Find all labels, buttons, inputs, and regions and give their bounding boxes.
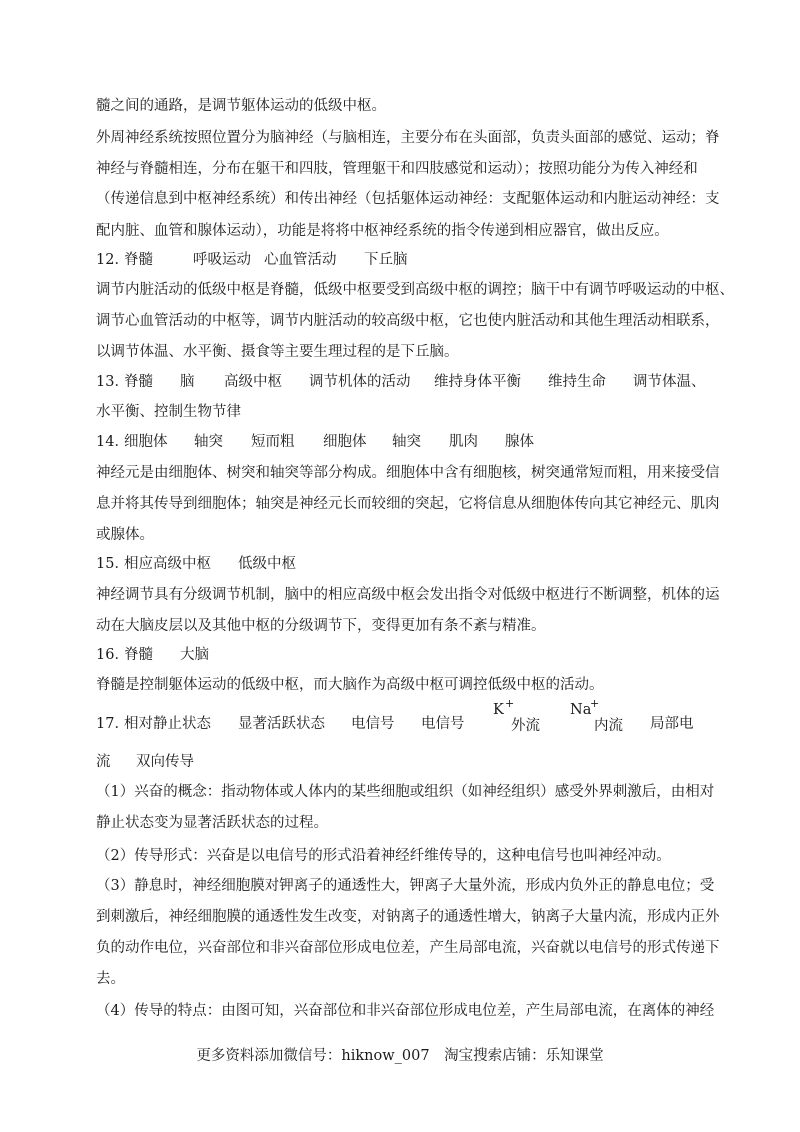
text-line: 脊髓是控制躯体运动的低级中枢，而大脑作为高级中枢可调控低级中枢的活动。 [96,677,604,693]
page-footer: 更多资料添加微信号：hiknow_007 淘宝搜索店铺：乐知课堂 [196,1048,604,1064]
answer: 脊髓 [124,647,153,663]
question-17-number: 17． [96,716,129,732]
text-line: （传递信息到中枢神经系统）和传出神经（包括躯体运动神经：支配躯体运动和内脏运动神经：支 [96,191,720,207]
sodium-ion: Na [570,702,592,718]
answer: 电信号 [351,716,395,732]
text-line: 息并将其传导到细胞体；轴突是神经元长而较细的突起，它将信息从细胞体传向其它神经元、肌肉 [96,496,720,512]
text-line: 或腺体。 [96,527,154,543]
answer: 双向传导 [136,754,194,770]
answer: 相对静止状态 [124,716,211,732]
text-line: 去。 [96,971,125,987]
answer: 调节机体的活动 [309,374,411,390]
answer: 调节体温、 [633,374,706,390]
text-line: 静止状态变为显著活跃状态的过程。 [96,815,328,831]
text-line: 水平衡、控制生物节律 [96,404,241,420]
ion-charge-superscript: + [505,697,515,710]
text-line: 以调节体温、水平衡、摄食等主要生理过程的是下丘脑。 [96,344,459,360]
text-line: 动在大脑皮层以及其他中枢的分级调节下，变得更加有条不紊与精准。 [96,618,546,634]
question-13-number: 13． [96,374,129,390]
answer: 轴突 [392,434,421,450]
answer: 相应高级中枢 [124,556,211,572]
text-line: 髓之间的通路，是调节躯体运动的低级中枢。 [96,98,386,114]
answer: 肌肉 [449,434,478,450]
text-line: （4）传导的特点：由图可知，兴奋部位和非兴奋部位形成电位差，产生局部电流，在离体的神经 [96,1003,715,1019]
text-line: 流 [96,754,111,770]
text-line: （2）传导形式：兴奋是以电信号的形式沿着神经纤维传导的，这种电信号也叫神经冲动。 [96,848,671,864]
answer: 细胞体 [323,434,367,450]
text-line: 配内脏、血管和腺体运动），功能是将将中枢神经系统的指令传递到相应器官，做出反应。 [96,223,669,239]
answer: 维持生命 [548,374,606,390]
answer: 心血管活动 [264,252,337,268]
text-line: （1）兴奋的概念：指动物体或人体内的某些细胞或组织（如神经组织）感受外界刺激后，由相对 [96,784,715,800]
answer: 腺体 [505,434,534,450]
answer: 下丘脑 [364,252,408,268]
answer: 低级中枢 [238,556,296,572]
text-line: 神经与脊髓相连，分布在躯干和四肢，管理躯干和四肢感觉和运动）；按照功能分为传入神经和 [96,161,698,177]
question-12-number: 12． [96,252,129,268]
answer: 脊髓 [124,374,153,390]
text-line: 神经元是由细胞体、树突和轴突等部分构成。细胞体中含有细胞核，树突通常短而粗，用来接受信 [96,465,720,481]
answer: 内流 [594,718,623,734]
ion-charge-superscript: + [590,697,600,710]
answer: 短而粗 [251,434,295,450]
answer: 电信号 [421,716,465,732]
text-line: 调节内脏活动的低级中枢是脊髓，低级中枢要受到高级中枢的调控；脑干中有调节呼吸运动的中枢、 [96,282,734,298]
answer: 轴突 [194,434,223,450]
text-line: 调节心血管活动的中枢等，调节内脏活动的较高级中枢，它也使内脏活动和其他生理活动相联系， [96,313,720,329]
question-16-number: 16． [96,647,129,663]
answer: 脊髓 [124,252,153,268]
question-14-number: 14． [96,434,129,450]
potassium-ion: K [493,702,504,718]
answer: 显著活跃状态 [238,716,325,732]
text-line: 神经调节具有分级调节机制，脑中的相应高级中枢会发出指令对低级中枢进行不断调整，机体的运 [96,587,720,603]
answer: 外流 [511,718,540,734]
answer: 维持身体平衡 [434,374,521,390]
text-line: 到刺激后，神经细胞膜的通透性发生改变，对钠离子的通透性增大，钠离子大量内流，形成内正外 [96,909,720,925]
text-line: （3）静息时，神经细胞膜对钾离子的通透性大，钾离子大量外流，形成内负外正的静息电位；受 [96,878,715,894]
text-line: 负的动作电位，兴奋部位和非兴奋部位形成电位差，产生局部电流，兴奋就以电信号的形式传递下 [96,940,720,956]
answer: 呼吸运动 [193,252,251,268]
answer: 脑 [180,374,195,390]
answer: 大脑 [180,647,209,663]
text-line: 外周神经系统按照位置分为脑神经（与脑相连，主要分布在头面部，负责头面部的感觉、运动；脊 [96,130,720,146]
answer: 局部电 [650,716,694,732]
answer: 高级中枢 [224,374,282,390]
question-15-number: 15． [96,556,129,572]
answer: 细胞体 [124,434,168,450]
